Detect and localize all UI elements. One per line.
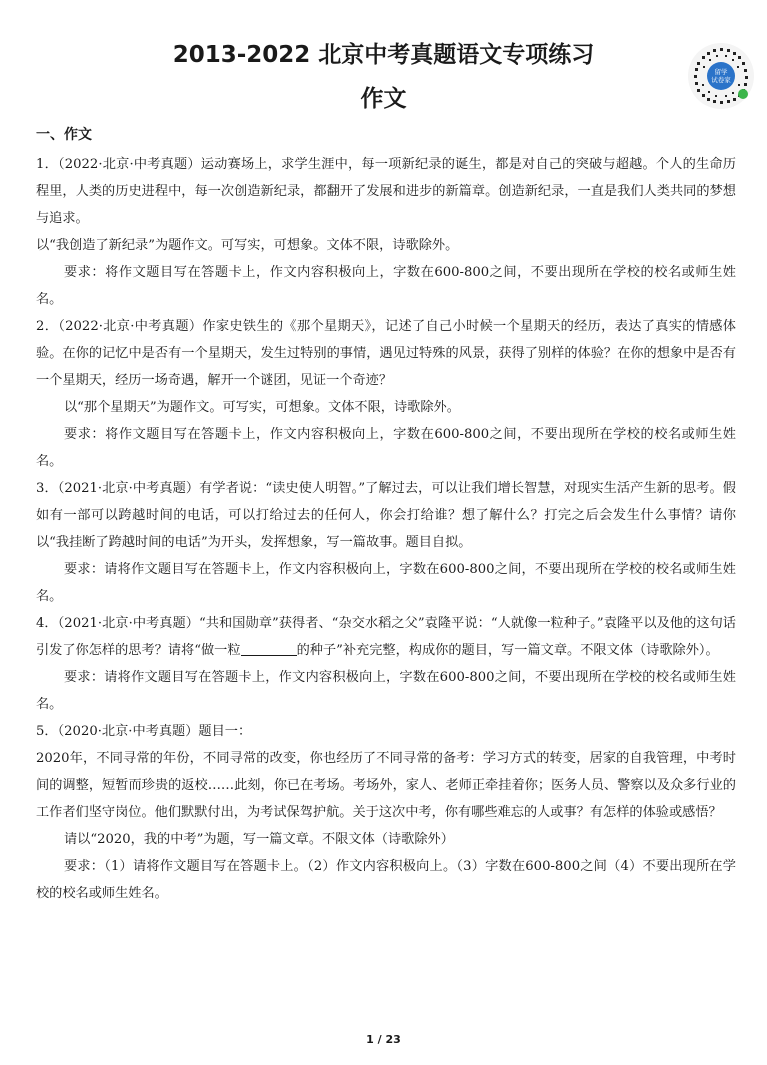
question-5-requirement: 要求：（1）请将作文题目写在答题卡上。（2）作文内容积极向上。（3）字数在600-800之间（4）不要出现所在学校的校名或师生姓名。 [36, 859, 736, 901]
question-4-prompt [36, 610, 736, 664]
question-1 [36, 151, 736, 313]
qr-label-2: 试卷家 [711, 76, 731, 84]
question-1-prompt: 1．（2022·北京·中考真题）运动赛场上，求学生涯中，每一项新纪录的诞生，都是对自己的突破与超越。个人的生命历程里，人类的历史进程中，每一次创造新纪录，都翻开了发展和进步的新篇章。创造新纪录，一直是我们人类共同的梦想与追求。 [36, 157, 736, 226]
qr-code-icon [687, 42, 755, 110]
document-title: 2013-2022 北京中考真题语文专项练习 [172, 42, 595, 68]
qr-label-1: 留学 [714, 68, 728, 76]
section-heading: 一、作文 [36, 127, 92, 143]
question-1-instruction: 以“我创造了新纪录”为题作文。可写实，可想象。文体不限，诗歌除外。 [36, 238, 459, 253]
question-4-prompt-end: 的种子”补充完整，构成你的题目，写一篇文章。不限文体（诗歌除外）。 [296, 643, 719, 658]
document-body [36, 122, 736, 907]
question-2 [36, 313, 736, 475]
question-5-prompt: 2020年，不同寻常的年份，不同寻常的改变，你也经历了不同寻常的备考：学习方式的转变，居家的自我管理，中考时间的调整，短暂而珍贵的返校……此刻，你已在考场。考场外，家人、老师正牵挂着你；医务人员、警察以及众多行业的工作者们坚守岗位。他们默默付出，为考试保驾护航。关于这次中考，你有哪些难忘的人或事？有怎样的体验或感悟？ [36, 751, 736, 820]
question-2-prompt: 2．（2022·北京·中考真题）作家史铁生的《那个星期天》，记述了自己小时候一个星期天的经历，表达了真实的情感体验。在你的记忆中是否有一个星期天，发生过特别的事情，遇见过特殊的风景，获得了别样的体验？在你的想象中是否有一个星期天，经历一场奇遇，解开一个谜团，见证一个奇迹？ [36, 319, 736, 388]
question-2-requirement: 要求：将作文题目写在答题卡上，作文内容积极向上，字数在600-800之间，不要出现所在学校的校名或师生姓名。 [36, 427, 736, 469]
question-2-instruction: 以“那个星期天”为题作文。可写实，可想象。文体不限，诗歌除外。 [64, 400, 460, 415]
question-3-requirement: 要求：请将作文题目写在答题卡上，作文内容积极向上，字数在600-800之间，不要出现所在学校的校名或师生姓名。 [36, 562, 736, 604]
page-number: 1 / 23 [366, 1033, 401, 1046]
question-5-instruction: 请以“2020，我的中考”为题，写一篇文章。不限文体（诗歌除外） [64, 832, 454, 847]
question-4 [36, 610, 736, 718]
question-4-requirement: 要求：请将作文题目写在答题卡上，作文内容积极向上，字数在600-800之间，不要出现所在学校的校名或师生姓名。 [36, 670, 736, 712]
question-1-requirement: 要求：将作文题目写在答题卡上，作文内容积极向上，字数在600-800之间，不要出现所在学校的校名或师生姓名。 [36, 265, 736, 307]
question-4-prompt-start: 4．（2021·北京·中考真题）“共和国勋章”获得者、“杂交水稻之父”袁隆平说：“人就像一粒种子。”袁隆平以及他的这句话引发了你怎样的思考？请将“做一粒 [36, 616, 736, 658]
document-subtitle: 作文 [360, 86, 407, 112]
question-3-prompt: 3．（2021·北京·中考真题）有学者说：“读史使人明智。”了解过去，可以让我们增长智慧，对现实生活产生新的思考。假如有一部可以跨越时间的电话，可以打给过去的任何人，你会打给谁？想了解什么？打完之后会发生什么事情？请你以“我挂断了跨越时间的电话”为开头，发挥想象，写一篇故事。题目自拟。 [36, 481, 736, 550]
fill-in-blank [241, 641, 297, 656]
question-5-heading: 5．（2020·北京·中考真题）题目一： [36, 724, 252, 739]
question-3 [36, 475, 736, 610]
question-5 [36, 718, 736, 907]
